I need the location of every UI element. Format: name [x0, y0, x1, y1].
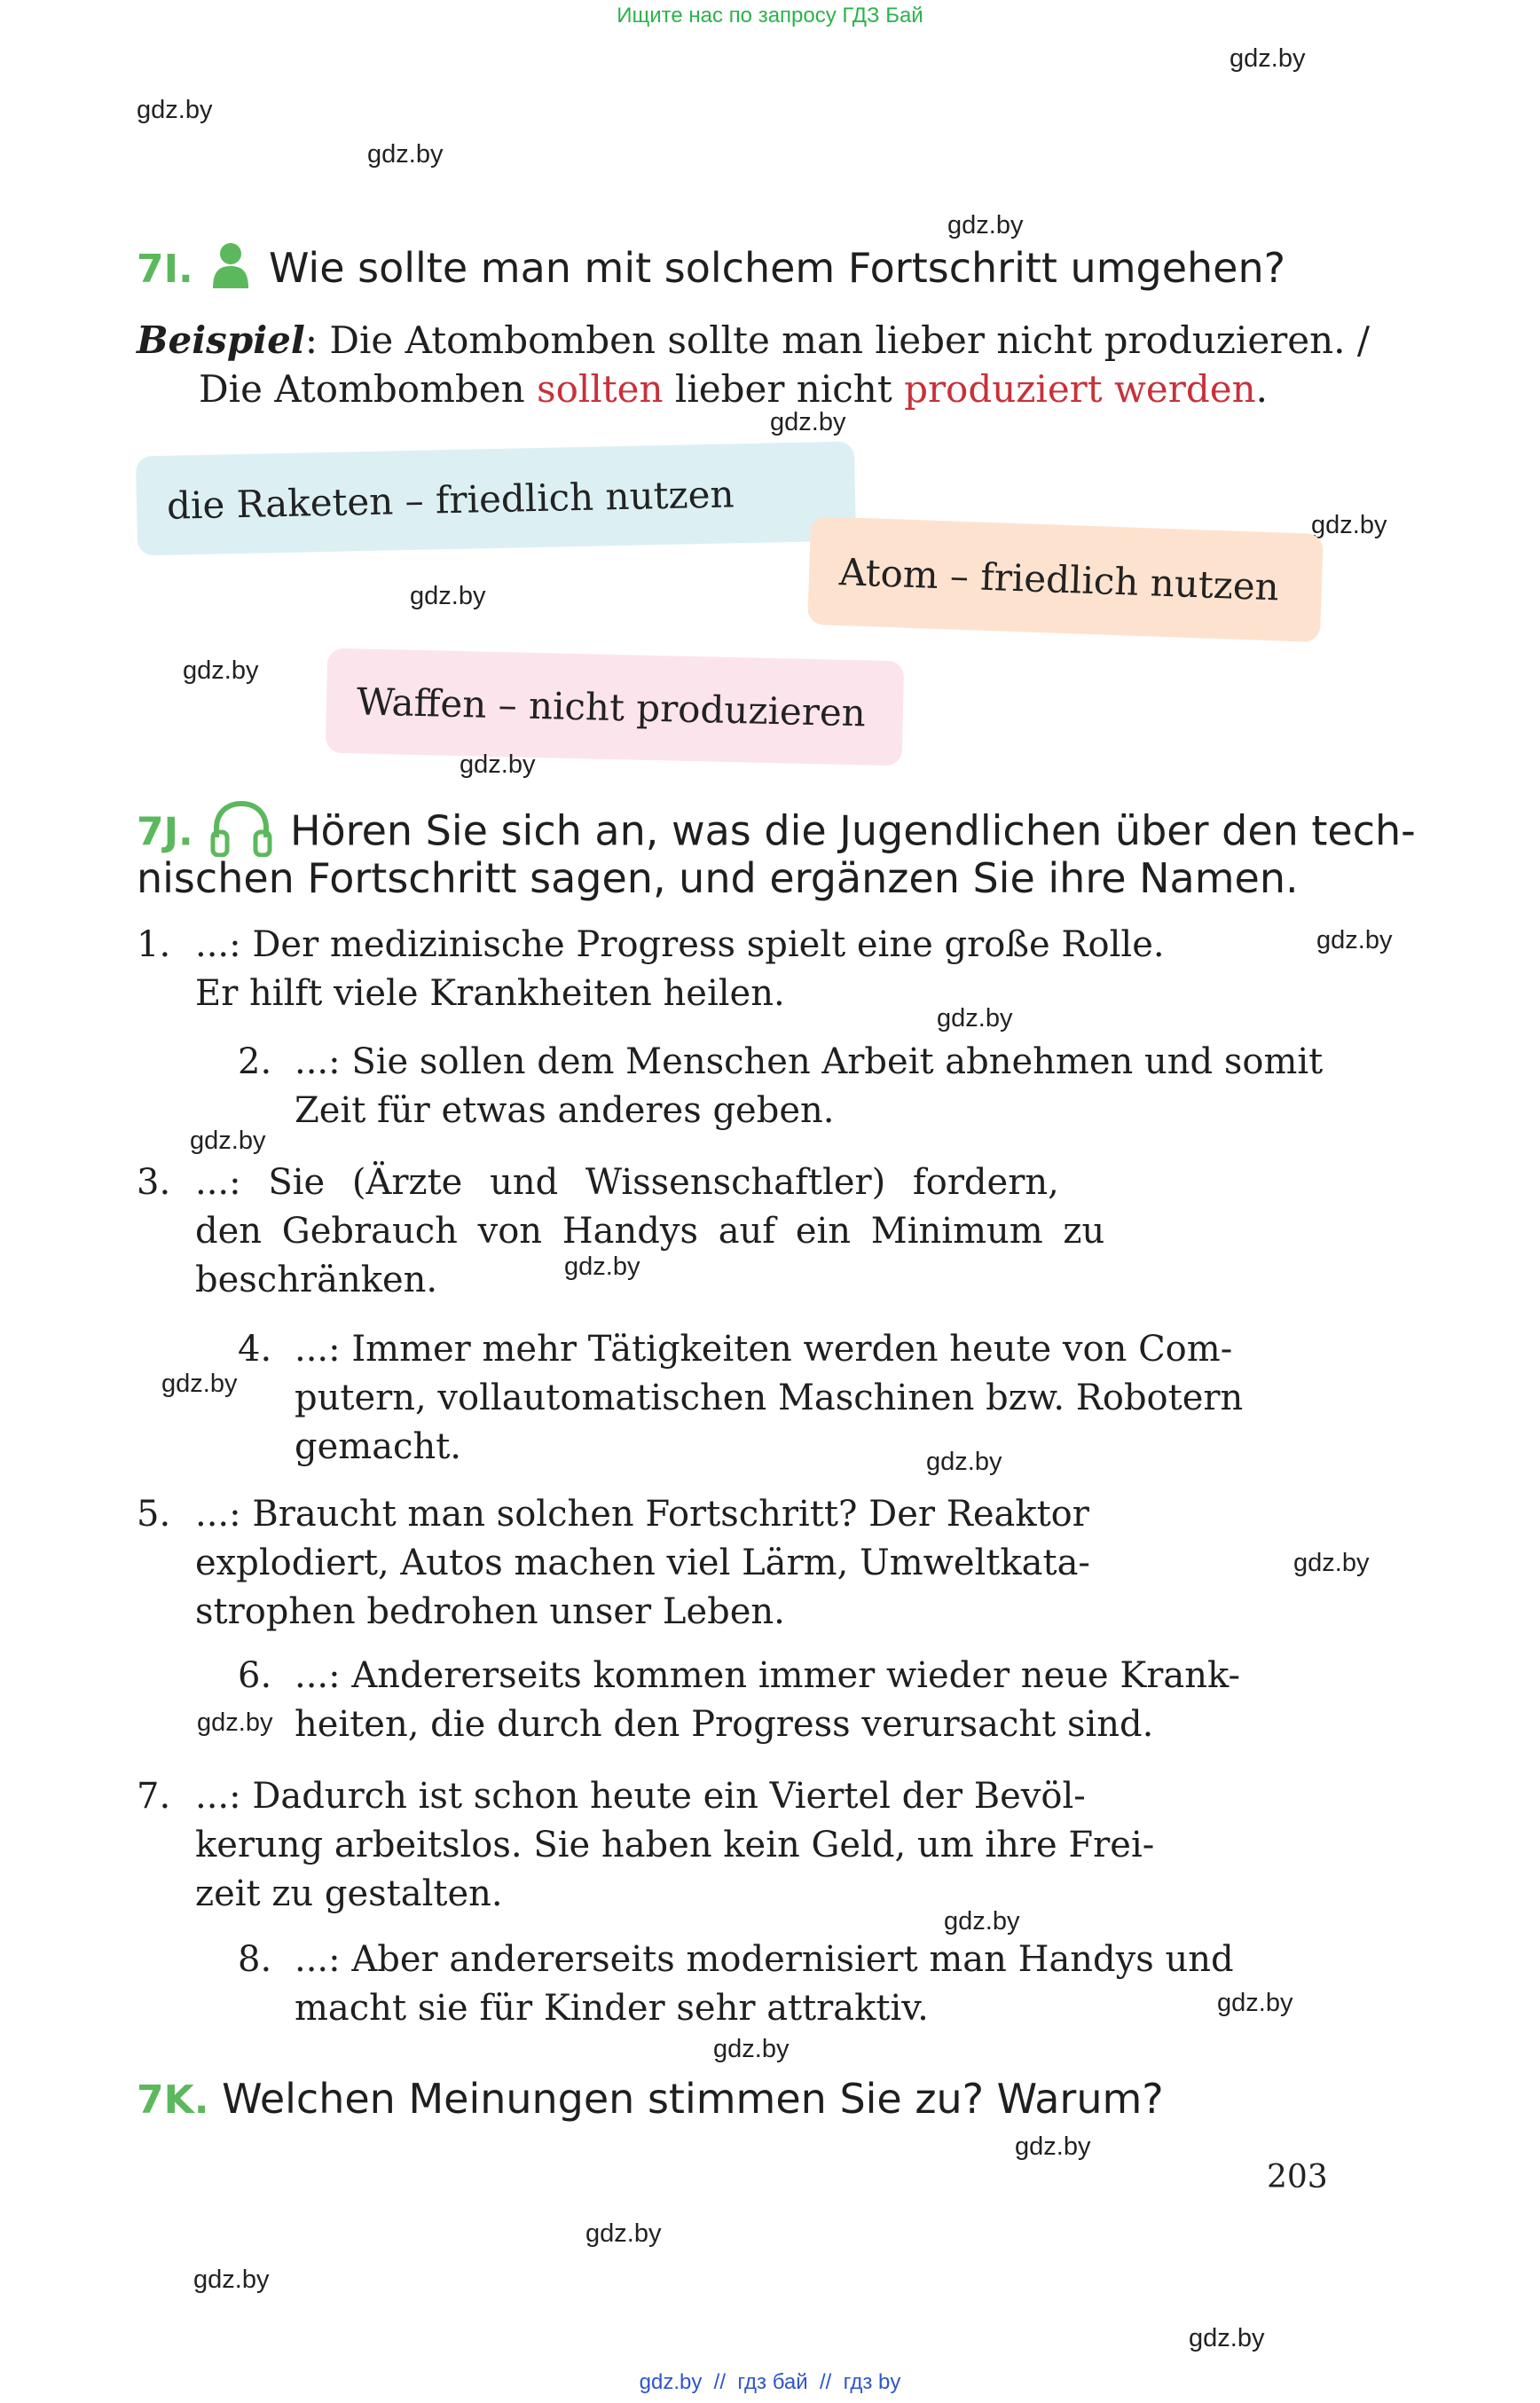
item-line: explodiert, Autos machen viel Lärm, Umweltkata-: [195, 1543, 1090, 1583]
item-number: 5.: [137, 1494, 171, 1535]
item-line: Er hilft viele Krankheiten heilen.: [195, 973, 785, 1014]
item-line: ...: Sie sollen dem Menschen Arbeit abnehmen und somit: [295, 1041, 1324, 1082]
list-item: [137, 921, 1379, 1018]
example-label: Beispiel: [137, 318, 305, 362]
item-number: 8.: [238, 1939, 272, 1980]
item-line: ...: Andererseits kommen immer wieder neue Krank-: [295, 1655, 1241, 1696]
top-note: Ищите нас по запросу ГДЗ Бай: [617, 4, 923, 27]
example-text: lieber nicht: [663, 367, 905, 411]
phrase-card: Atom – friedlich nutzen: [807, 516, 1324, 642]
task-number: 7I.: [137, 247, 193, 292]
watermark: gdz.by: [410, 582, 486, 610]
watermark: gdz.by: [1293, 1549, 1370, 1577]
item-line: ...: Dadurch ist schon heute ein Viertel der Bevöl-: [195, 1776, 1086, 1817]
phrase-card: Waffen – nicht produzieren: [326, 648, 905, 766]
item-line: ...: Aber andererseits modernisiert man Handys und: [295, 1939, 1234, 1980]
item-line: zeit zu gestalten.: [195, 1873, 503, 1914]
item-line: ...: Immer mehr Tätigkeiten werden heute von Com-: [295, 1329, 1233, 1370]
item-line: ...: Sie (Ärzte und Wissenschaftler) fordern,: [195, 1162, 1059, 1203]
watermark: gdz.by: [1217, 1989, 1293, 2017]
watermark: gdz.by: [944, 1907, 1020, 1936]
list-item: [238, 1038, 1391, 1135]
footer-links: gdz.by // гдз бай // гдз by: [639, 2370, 901, 2394]
watermark: gdz.by: [585, 2219, 662, 2248]
item-number: 6.: [238, 1655, 272, 1696]
example-line-2: [199, 365, 1268, 413]
task-number: 7J.: [137, 809, 193, 855]
item-line: beschränken.: [195, 1260, 438, 1300]
item-line: ...: Braucht man solchen Fortschritt? Der Reaktor: [195, 1494, 1089, 1535]
example-text: .: [1255, 367, 1269, 411]
watermark: gdz.by: [197, 1708, 273, 1737]
list-item: [238, 1652, 1391, 1749]
item-line: strophen bedrohen unser Leben.: [195, 1591, 785, 1632]
watermark: gdz.by: [137, 96, 213, 124]
item-number: 3.: [137, 1162, 171, 1203]
item-line: Zeit für etwas anderes geben.: [295, 1090, 835, 1131]
list-item: [137, 1158, 1379, 1305]
watermark: gdz.by: [460, 750, 536, 779]
watermark: gdz.by: [926, 1448, 1002, 1476]
watermark: gdz.by: [183, 656, 259, 685]
watermark: gdz.by: [1189, 2324, 1265, 2352]
watermark: gdz.by: [564, 1253, 640, 1281]
task-number: 7K.: [137, 2077, 209, 2123]
phrase-card: die Raketen – friedlich nutzen: [136, 442, 856, 556]
highlight-text: sollten: [537, 367, 664, 411]
watermark: gdz.by: [937, 1004, 1013, 1033]
list-item: [137, 1772, 1379, 1919]
item-line: heiten, die durch den Progress verursacht sind.: [295, 1704, 1154, 1745]
task-7k-heading: [137, 2072, 1164, 2127]
item-number: 7.: [137, 1776, 171, 1817]
watermark: gdz.by: [367, 140, 444, 169]
watermark: gdz.by: [1230, 44, 1306, 73]
watermark: gdz.by: [1015, 2132, 1091, 2161]
watermark: gdz.by: [947, 211, 1024, 240]
watermark: gdz.by: [770, 408, 846, 436]
watermark: gdz.by: [1311, 511, 1387, 539]
item-number: 4.: [238, 1329, 272, 1370]
task-title: Wie sollte man mit solchem Fortschritt umgehen?: [268, 244, 1286, 292]
task-7i-heading: [137, 241, 1285, 301]
item-line: putern, vollautomatischen Maschinen bzw. Robotern: [295, 1378, 1244, 1418]
item-line: ...: Der medizinische Progress spielt eine große Rolle.: [195, 924, 1165, 965]
task-title-line: nischen Fortschritt sagen, und ergänzen Sie ihre Namen.: [137, 854, 1299, 902]
watermark: gdz.by: [1316, 926, 1393, 954]
example-line-1: [137, 316, 1370, 365]
watermark: gdz.by: [193, 2266, 270, 2294]
person-icon: [211, 242, 250, 301]
item-line: kerung arbeitslos. Sie haben kein Geld, um ihre Frei-: [195, 1825, 1155, 1865]
task-title: Welchen Meinungen stimmen Sie zu? Warum?: [222, 2075, 1164, 2123]
page-number: 203: [1267, 2159, 1328, 2195]
item-line: macht sie für Kinder sehr attraktiv.: [295, 1988, 929, 2029]
example-text: : Die Atombomben sollte man lieber nicht produzieren. /: [304, 318, 1371, 362]
item-number: 2.: [238, 1041, 272, 1082]
highlight-text: produziert werden: [904, 367, 1256, 411]
list-item: [238, 1936, 1391, 2033]
example-text: Die Atombomben: [199, 367, 538, 411]
item-line: den Gebrauch von Handys auf ein Minimum zu: [195, 1211, 1105, 1252]
list-item: [137, 1490, 1379, 1637]
item-number: 1.: [137, 924, 171, 965]
watermark: gdz.by: [190, 1127, 266, 1155]
list-item: [238, 1325, 1391, 1472]
task-title-line: Hören Sie sich an, was die Jugendlichen über den tech-: [289, 806, 1416, 855]
watermark: gdz.by: [713, 2035, 790, 2063]
watermark: gdz.by: [161, 1370, 238, 1398]
item-line: gemacht.: [295, 1426, 462, 1467]
